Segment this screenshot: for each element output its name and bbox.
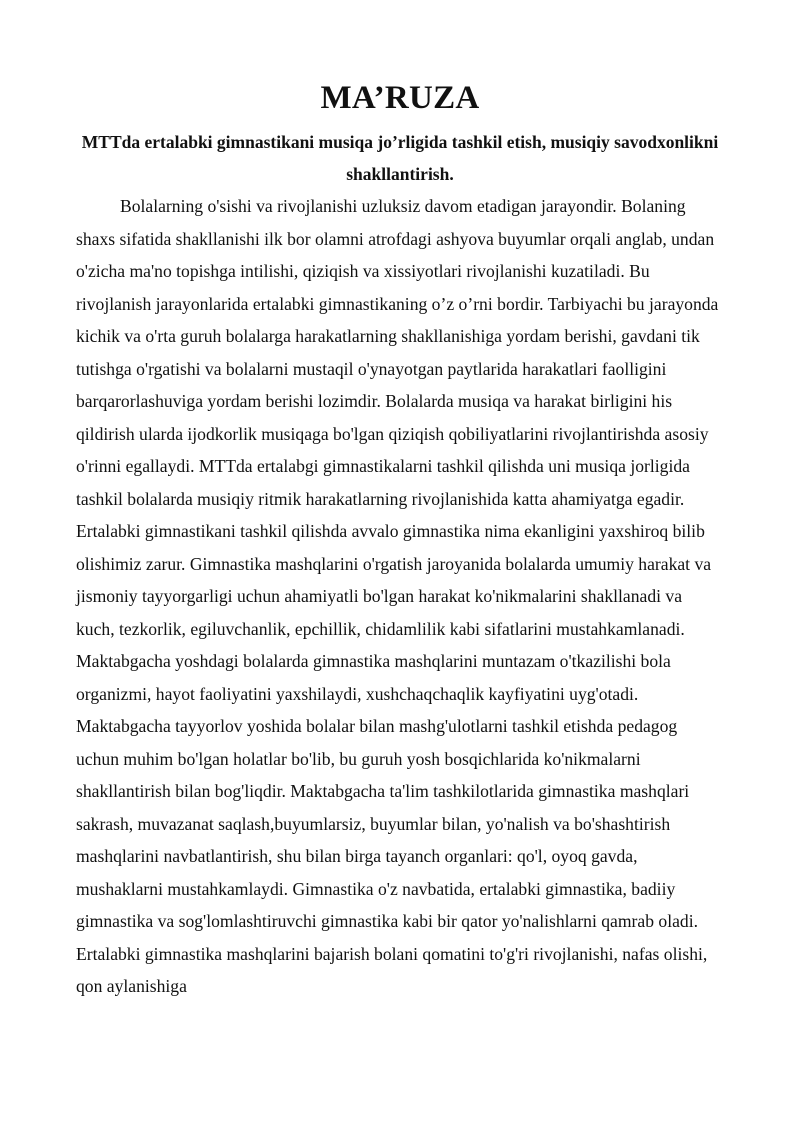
document-title: MA’RUZA [320, 80, 480, 116]
document-subtitle: MTTda ertalabki gimnastikani musiqa jo’rligida tashkil etish, musiqiy savodxonlikni shakllantirish. [81, 132, 719, 184]
paragraph-1: Bolalarning o'sishi va rivojlanishi uzluksiz davom etadigan jarayondir. Bolaning shaxs sifatida shakllanishi ilk bor olamni atrofdagi ashyova buyumlar orqali anglab, undan o'zicha ma'no topishga intilishi, qiziqish va xissiyotlari rivojlanishi kuzatiladi. Bu rivojlanish jarayonlarida ertalabki gimnastikaning o’z o’rni bordir. Tarbiyachi bu jarayonda kichik va o'rta guruh bolalarga harakatlarning shakllanishiga yordam berishi, gavdani tik tutishga o'rgatishi va bolalarni mustaqil o'ynayotgan paytlarida harakatlari faolligini barqarorlashuviga yordam berishi lozimdir. Bolalarda musiqa va harakat birligini his qildirish ularda ijodkorlik musiqaga bo'lgan qiziqish qobiliyatlarini rivojlantirishda asosiy o'rinni egallaydi. MTTda ertalabgi gimnastikalarni tashkil qilishda uni musiqa jorligida tashkil bolalarda musiqiy ritmik harakatlarning rivojlanishida katta ahamiyatga egadir. [76, 196, 719, 509]
document-page [76, 72, 724, 1003]
paragraph-2: Ertalabki gimnastikani tashkil qilishda avvalo gimnastika nima ekanligini yaxshiroq bilib olishimiz zarur. Gimnastika mashqlarini o'rgatish jaroyanida bolalarda umumiy harakat va jismoniy tayyorgarligi uchun ahamiyatli bo'lgan harakat ko'nikmalarini shakllanadi va kuch, tezkorlik, egiluvchanlik, epchillik, chidamlilik kabi sifatlarini mustahkamlanadi. Maktabgacha yoshdagi bolalarda gimnastika mashqlarini muntazam o'tkazilishi bola organizmi, hayot faoliyatini yaxshilaydi, xushchaqchaqlik kayfiyatini uyg'otadi. Maktabgacha tayyorlov yoshida bolalar bilan mashg'ulotlarni tashkil etishda pedagog uchun muhim bo'lgan holatlar bo'lib, bu guruh yosh bosqichlarida ko'nikmalarni shakllantirish bilan bog'liqdir. Maktabgacha ta'lim tashkilotlarida gimnastika mashqlari sakrash, muvazanat saqlash,buyumlarsiz, buyumlar bilan, yo'nalish va bo'shashtirish mashqlarini navbatlantirish, shu bilan birga tayanch organlari: qo'l, oyoq gavda, mushaklarni mustahkamlaydi. Gimnastika o'z navbatida, ertalabki gimnastika, badiiy gimnastika va sog'lomlashtiruvchi gimnastika kabi bir qator yo'nalishlarni qamrab oladi. Ertalabki gimnastika mashqlarini bajarish bolani qomatini to'g'ri rivojlanishi, nafas olishi, qon aylanishiga [76, 521, 712, 996]
